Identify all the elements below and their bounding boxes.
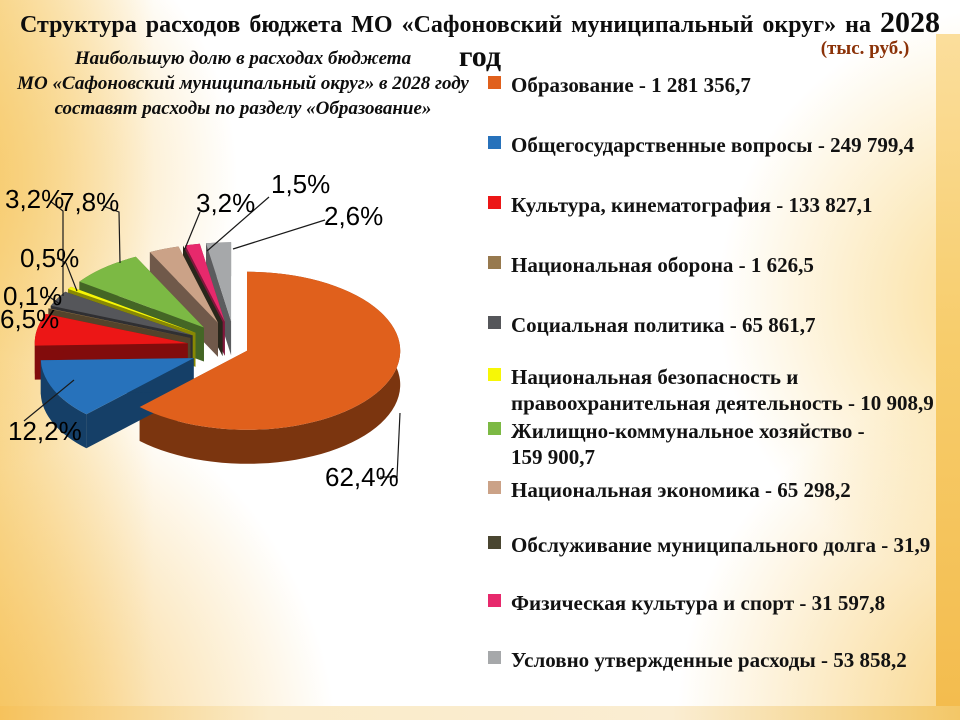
legend-color-chip — [488, 196, 501, 209]
units-note: (тыс. руб.) — [820, 38, 910, 59]
legend-color-chip — [488, 136, 501, 149]
legend-label-line: 159 900,7 — [511, 445, 595, 469]
legend-item — [488, 72, 948, 98]
pie-percent-label-economy: 3,2% — [196, 188, 256, 218]
pie-percent-label-social: 3,2% — [5, 184, 65, 214]
legend-label — [511, 132, 948, 158]
legend-label — [511, 418, 948, 470]
legend-item — [488, 477, 948, 503]
legend-item — [488, 192, 948, 218]
subtitle-line-2: МО «Сафоновский муниципальный округ» в 2028 году — [17, 73, 469, 94]
pie-percent-label-education: 62,4% — [325, 462, 399, 492]
legend-item — [488, 532, 948, 558]
leader-line-state — [24, 380, 74, 421]
legend-item — [488, 364, 948, 416]
legend-label — [511, 532, 948, 558]
legend-label-line: Национальная оборона - 1 626,5 — [511, 253, 814, 277]
legend-color-chip — [488, 594, 501, 607]
legend-item — [488, 252, 948, 278]
legend-label-line: Культура, кинематография - 133 827,1 — [511, 193, 873, 217]
legend-color-chip — [488, 422, 501, 435]
legend-item — [488, 590, 948, 616]
legend-label-line: Социальная политика - 65 861,7 — [511, 313, 816, 337]
legend-item — [488, 132, 948, 158]
legend-label-line: Национальная экономика - 65 298,2 — [511, 478, 851, 502]
legend-label — [511, 312, 948, 338]
legend-label-line: Физическая культура и спорт - 31 597,8 — [511, 591, 886, 615]
legend-label — [511, 72, 948, 98]
legend-label — [511, 364, 948, 416]
legend-color-chip — [488, 256, 501, 269]
legend-label — [511, 647, 948, 673]
legend-label-line: Условно утвержденные расходы - 53 858,2 — [511, 648, 907, 672]
legend-label — [511, 477, 948, 503]
subtitle-line-3: составят расходы по разделу «Образование» — [54, 98, 432, 119]
legend — [488, 0, 950, 720]
pie-percent-label-sport: 1,5% — [271, 169, 331, 199]
subtitle-line-1: Наибольшую долю в расходах бюджета — [74, 48, 412, 69]
legend-color-chip — [488, 481, 501, 494]
pie-percent-label-zhkh: 7,8% — [60, 187, 120, 217]
pie-percent-label-security: 0,5% — [20, 243, 80, 273]
pie-percent-label-defense: 0,1% — [3, 281, 63, 311]
legend-color-chip — [488, 536, 501, 549]
legend-label-line: Национальная безопасность и — [511, 365, 799, 389]
legend-color-chip — [488, 368, 501, 381]
pie-percent-label-conditional: 2,6% — [324, 201, 384, 231]
legend-color-chip — [488, 76, 501, 89]
title-year: 2028 год — [458, 6, 940, 73]
legend-label-line: правоохранительная деятельность - 10 908,9 — [511, 391, 934, 415]
pie-percent-label-culture: 6,5% — [0, 304, 60, 334]
legend-label-line: Образование - 1 281 356,7 — [511, 73, 751, 97]
legend-label — [511, 252, 948, 278]
legend-label-line: Обслуживание муниципального долга - 31,9 — [511, 533, 931, 557]
title-main: Структура расходов бюджета МО «Сафоновский муниципальный округ» на — [19, 12, 871, 38]
legend-label-line: Общегосударственные вопросы - 249 799,4 — [511, 133, 915, 157]
legend-label — [511, 192, 948, 218]
legend-label-line: Жилищно-коммунальное хозяйство - — [511, 419, 865, 443]
legend-color-chip — [488, 651, 501, 664]
legend-item — [488, 647, 948, 673]
legend-item — [488, 418, 948, 470]
legend-color-chip — [488, 316, 501, 329]
legend-item — [488, 312, 948, 338]
legend-label — [511, 590, 948, 616]
pie-percent-label-state: 12,2% — [8, 416, 82, 446]
leader-line-conditional — [233, 220, 325, 249]
